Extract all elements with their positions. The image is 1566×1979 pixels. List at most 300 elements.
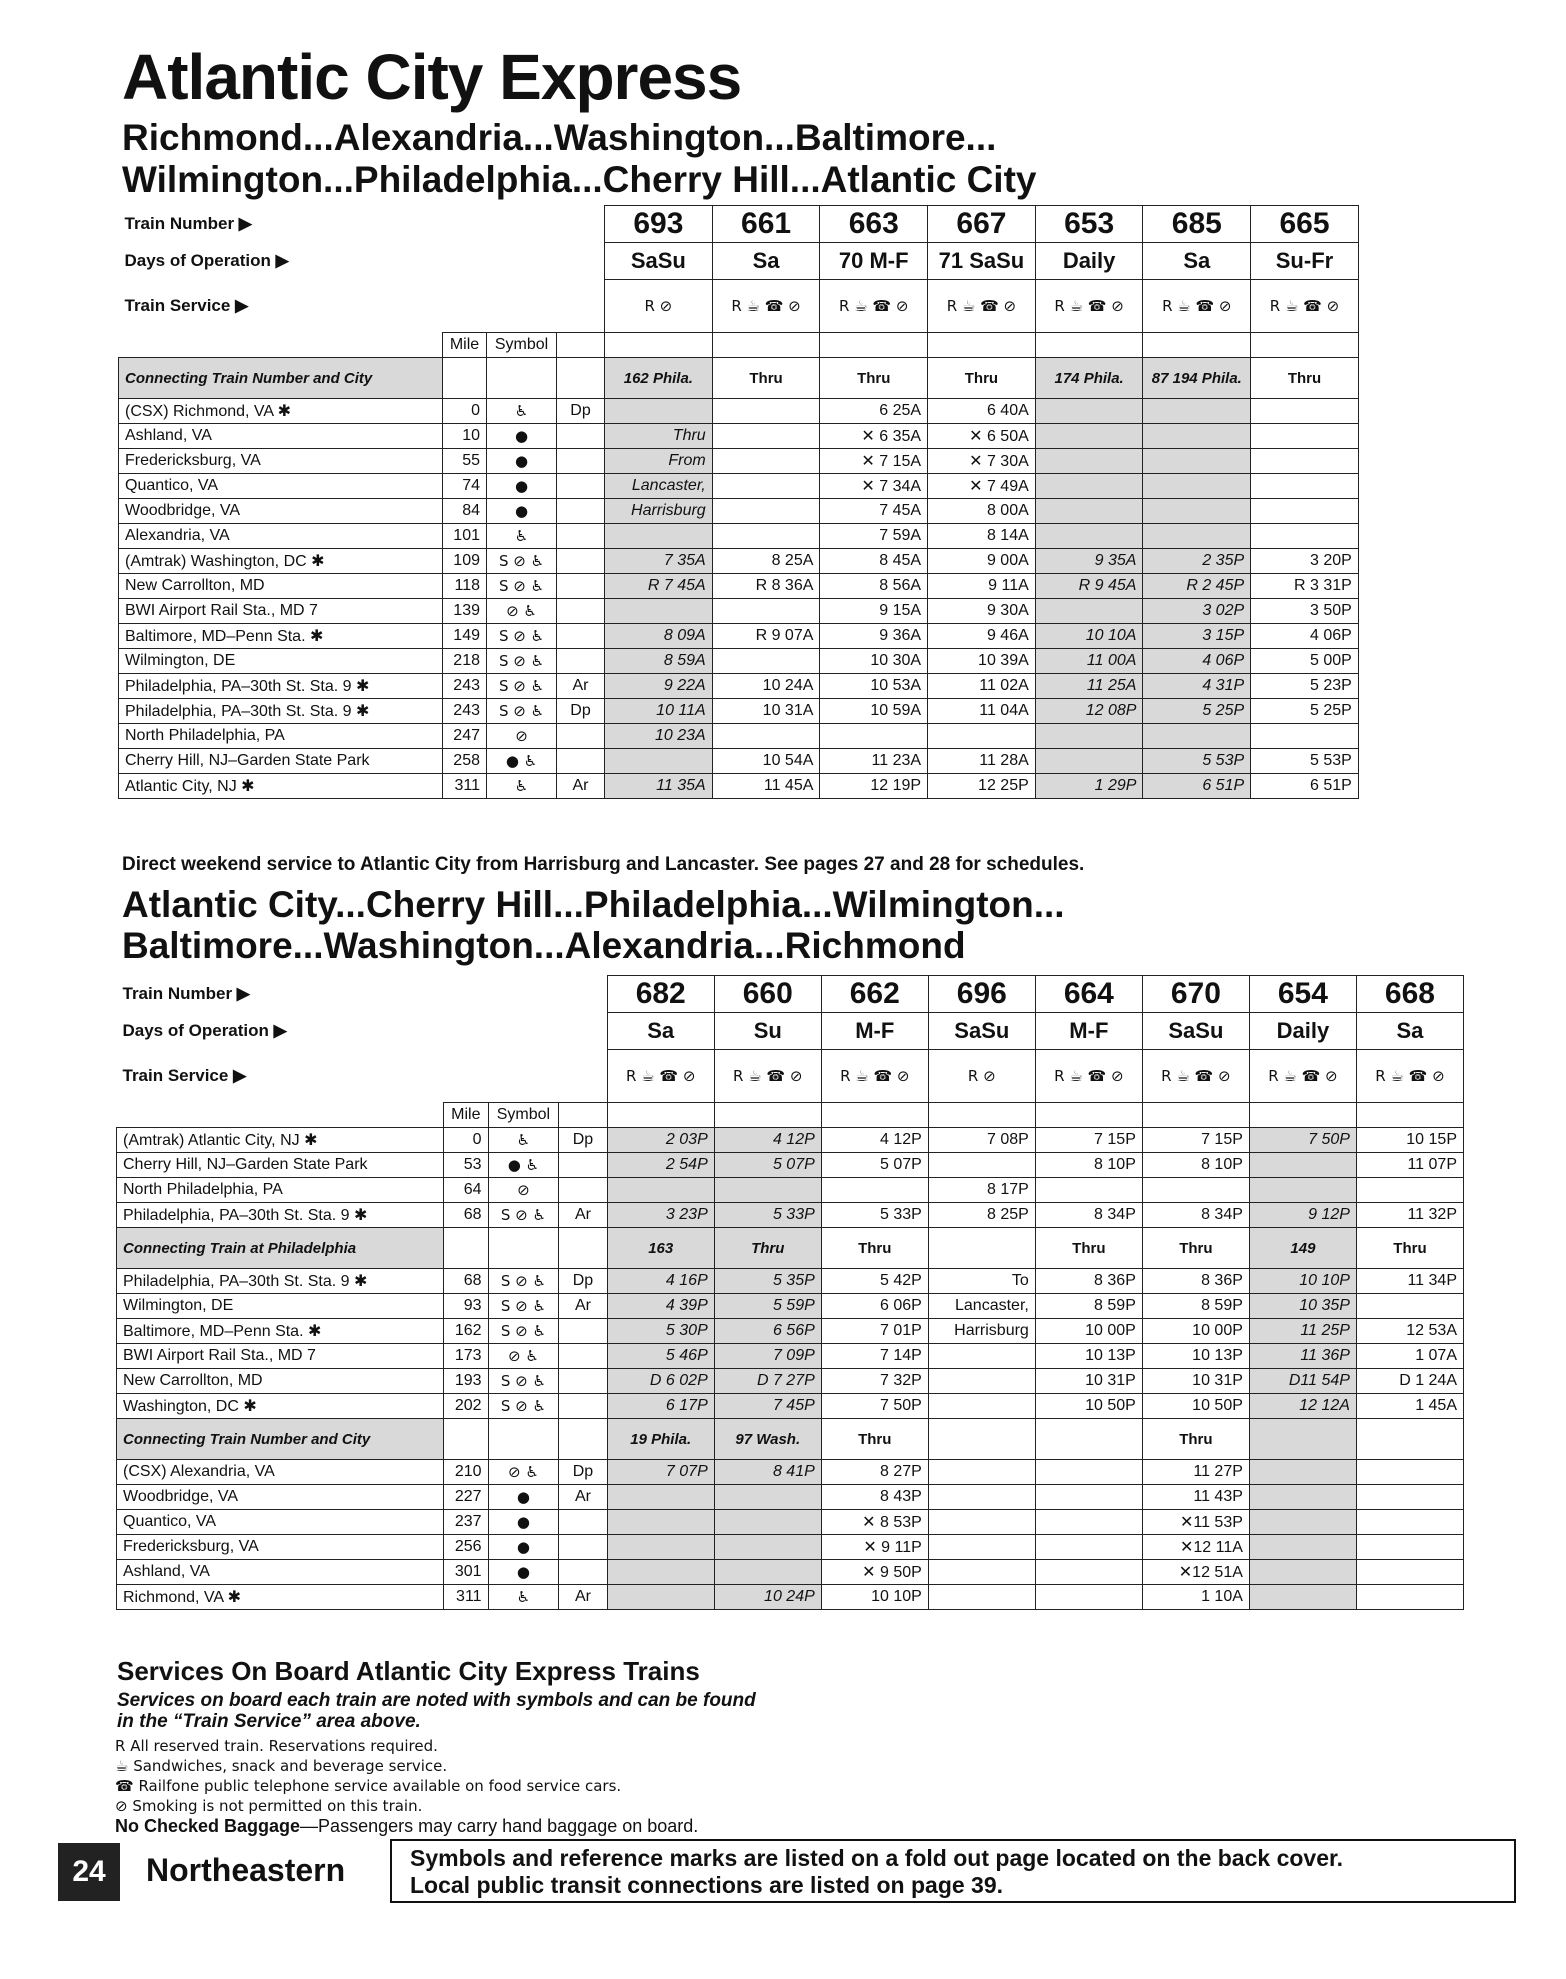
station-row [119, 674, 1359, 699]
station-name: Wilmington, DE [119, 649, 443, 674]
station-row [117, 1319, 1464, 1344]
time-cell [820, 724, 928, 749]
time-cell: 5 25P [1251, 699, 1359, 724]
time-cell: 5 07P [714, 1153, 821, 1178]
days-of-operation: Su-Fr [1251, 243, 1359, 280]
time-cell: 10 50P [1035, 1394, 1142, 1419]
time-cell [1143, 474, 1251, 499]
station-name: North Philadelphia, PA [119, 724, 443, 749]
mile-symbol-row [119, 333, 1359, 358]
time-cell: 12 25P [928, 774, 1036, 799]
time-cell [607, 1535, 714, 1560]
spacer [821, 1103, 928, 1128]
station-symbols: S ⊘ ♿ [488, 1369, 559, 1394]
time-cell: 10 53A [820, 674, 928, 699]
station-row [117, 1510, 1464, 1535]
time-cell: 11 25P [1249, 1319, 1356, 1344]
time-cell: 6 25A [820, 399, 928, 424]
station-symbols: ● [488, 1510, 559, 1535]
time-cell: ✕11 53P [1142, 1510, 1249, 1535]
time-cell: 11 43P [1142, 1485, 1249, 1510]
station-symbols: ● ♿ [488, 1153, 559, 1178]
arrive-depart: Dp [559, 1128, 607, 1153]
station-row [117, 1560, 1464, 1585]
time-cell [1249, 1535, 1356, 1560]
station-name: Quantico, VA [117, 1510, 444, 1535]
time-cell [1356, 1460, 1463, 1485]
time-cell [928, 1394, 1035, 1419]
time-cell [1035, 1510, 1142, 1535]
service-label: Train Service ▶ [122, 1065, 247, 1085]
time-cell: 10 10P [1249, 1269, 1356, 1294]
time-cell [1251, 724, 1359, 749]
mile: 0 [444, 1128, 488, 1153]
station-symbols: S ⊘ ♿ [488, 1319, 559, 1344]
time-cell: D 1 24A [1356, 1369, 1463, 1394]
train-service-icons: R ⊘ [605, 280, 713, 333]
time-cell: 11 02A [928, 674, 1036, 699]
station-symbols: S ⊘ ♿ [488, 1203, 559, 1228]
time-cell: 8 59P [1142, 1294, 1249, 1319]
connecting-train [928, 1419, 1035, 1460]
time-cell: 1 29P [1035, 774, 1143, 799]
time-cell: 11 35A [605, 774, 713, 799]
arrive-depart [559, 1510, 607, 1535]
time-cell [607, 1560, 714, 1585]
time-cell [928, 1510, 1035, 1535]
time-cell: 5 42P [821, 1269, 928, 1294]
station-name: Baltimore, MD–Penn Sta. ✱ [117, 1319, 444, 1344]
connecting-label: Connecting Train Number and City [119, 358, 443, 399]
train-service-icons: R ☕ ☎ ⊘ [1249, 1050, 1356, 1103]
arrive-depart: Dp [559, 1269, 607, 1294]
station-symbols: ● [487, 449, 557, 474]
time-cell: 7 32P [821, 1369, 928, 1394]
connecting-train: 174 Phila. [1035, 358, 1143, 399]
time-cell [1356, 1585, 1463, 1610]
time-cell: 12 12A [1249, 1394, 1356, 1419]
mile: 202 [444, 1394, 488, 1419]
time-cell: 12 08P [1035, 699, 1143, 724]
station-symbols: ● [488, 1560, 559, 1585]
time-cell: D11 54P [1249, 1369, 1356, 1394]
train-number-row [119, 206, 1359, 243]
time-cell [928, 724, 1036, 749]
arrive-depart [557, 574, 605, 599]
station-name: Atlantic City, NJ ✱ [119, 774, 443, 799]
train-number: 667 [928, 206, 1036, 243]
time-cell: 8 14A [928, 524, 1036, 549]
station-name: North Philadelphia, PA [117, 1178, 444, 1203]
station-name: Woodbridge, VA [119, 499, 443, 524]
station-name: (CSX) Alexandria, VA [117, 1460, 444, 1485]
train-number-label: Train Number ▶ [122, 984, 250, 1003]
station-row [119, 549, 1359, 574]
spacer [488, 1419, 559, 1460]
connecting-row [117, 1419, 1464, 1460]
station-name: Ashland, VA [119, 424, 443, 449]
route-south-line2: Wilmington...Philadelphia...Cherry Hill...Atlantic City [122, 159, 1037, 200]
arrive-depart [557, 474, 605, 499]
time-cell [1249, 1178, 1356, 1203]
station-row [119, 574, 1359, 599]
time-cell: 8 59P [1035, 1294, 1142, 1319]
time-cell: 10 35P [1249, 1294, 1356, 1319]
train-service-icons: R ☕ ☎ ⊘ [1035, 280, 1143, 333]
station-row [119, 499, 1359, 524]
time-cell [1251, 399, 1359, 424]
time-cell [1249, 1510, 1356, 1535]
station-symbols: S ⊘ ♿ [488, 1394, 559, 1419]
spacer [1035, 1103, 1142, 1128]
connecting-train: 97 Wash. [714, 1419, 821, 1460]
train-number: 654 [1249, 976, 1356, 1013]
time-cell [712, 499, 820, 524]
time-cell: 8 59A [605, 649, 713, 674]
symbol-header: Symbol [488, 1103, 559, 1128]
time-cell: 4 12P [821, 1128, 928, 1153]
service-label: Train Service ▶ [124, 295, 249, 315]
time-cell: 1 10A [1142, 1585, 1249, 1610]
time-cell: R 8 36A [712, 574, 820, 599]
station-symbols: ● [487, 424, 557, 449]
connecting-train [1356, 1419, 1463, 1460]
spacer [1251, 333, 1359, 358]
arrive-depart [557, 524, 605, 549]
connecting-train: Thru [714, 1228, 821, 1269]
station-row [119, 449, 1359, 474]
spacer [444, 1419, 488, 1460]
connecting-train [1035, 1419, 1142, 1460]
station-name: Philadelphia, PA–30th St. Sta. 9 ✱ [119, 699, 443, 724]
time-cell [712, 724, 820, 749]
arrive-depart [559, 1178, 607, 1203]
station-symbols: S ⊘ ♿ [488, 1294, 559, 1319]
time-cell: R 2 45P [1143, 574, 1251, 599]
time-cell: 2 03P [607, 1128, 714, 1153]
arrive-depart [557, 449, 605, 474]
arrive-depart [557, 649, 605, 674]
time-cell: ✕ 7 15A [820, 449, 928, 474]
time-cell: 8 27P [821, 1460, 928, 1485]
station-name: Philadelphia, PA–30th St. Sta. 9 ✱ [119, 674, 443, 699]
time-cell [1035, 1560, 1142, 1585]
time-cell: 8 34P [1142, 1203, 1249, 1228]
train-service-icons: R ☕ ☎ ⊘ [1142, 1050, 1249, 1103]
mile: 210 [444, 1460, 488, 1485]
reference-note-line2: Local public transit connections are listed on page 39. [410, 1872, 1004, 1898]
time-cell: Thru [605, 424, 713, 449]
time-cell [1035, 1535, 1142, 1560]
time-cell: ✕ 7 30A [928, 449, 1036, 474]
legend-reserved: R All reserved train. Reservations required. [115, 1737, 438, 1755]
mile: 227 [444, 1485, 488, 1510]
time-cell: 5 33P [714, 1203, 821, 1228]
station-name: BWI Airport Rail Sta., MD 7 [119, 599, 443, 624]
station-row [117, 1460, 1464, 1485]
time-cell: 11 27P [1142, 1460, 1249, 1485]
mile: 237 [444, 1510, 488, 1535]
time-cell: 1 07A [1356, 1344, 1463, 1369]
mile: 68 [444, 1203, 488, 1228]
station-row [117, 1369, 1464, 1394]
time-cell [1035, 524, 1143, 549]
station-name: Fredericksburg, VA [119, 449, 443, 474]
legend-no-smoking: ⊘ Smoking is not permitted on this train. [115, 1797, 423, 1815]
days-of-operation: Sa [712, 243, 820, 280]
time-cell: 11 34P [1356, 1269, 1463, 1294]
mile: 173 [444, 1344, 488, 1369]
time-cell: 7 15P [1035, 1128, 1142, 1153]
station-row [117, 1344, 1464, 1369]
time-cell: To [928, 1269, 1035, 1294]
time-cell [1035, 1585, 1142, 1610]
station-row [117, 1294, 1464, 1319]
station-row [119, 649, 1359, 674]
time-cell: 11 07P [1356, 1153, 1463, 1178]
connecting-row [119, 358, 1359, 399]
mile: 55 [443, 449, 487, 474]
time-cell: 10 00P [1142, 1319, 1249, 1344]
station-symbols: ● [488, 1485, 559, 1510]
time-cell: ✕ 6 35A [820, 424, 928, 449]
time-cell: 9 00A [928, 549, 1036, 574]
time-cell [928, 1460, 1035, 1485]
train-service-icons: R ☕ ☎ ⊘ [1143, 280, 1251, 333]
arrive-depart [559, 1344, 607, 1369]
train-number: 664 [1035, 976, 1142, 1013]
days-row [117, 1013, 1464, 1050]
arrive-depart [559, 1153, 607, 1178]
time-cell [712, 449, 820, 474]
time-cell: 5 07P [821, 1153, 928, 1178]
train-number: 661 [712, 206, 820, 243]
time-cell [1249, 1585, 1356, 1610]
time-cell: 11 32P [1356, 1203, 1463, 1228]
station-name: Quantico, VA [119, 474, 443, 499]
connecting-train: Thru [820, 358, 928, 399]
mile: 109 [443, 549, 487, 574]
arrive-depart: Ar [557, 674, 605, 699]
mile-symbol-row [117, 1103, 1464, 1128]
connecting-train: Thru [1035, 1228, 1142, 1269]
station-name: Washington, DC ✱ [117, 1394, 444, 1419]
time-cell: 9 15A [820, 599, 928, 624]
connecting-train: 163 [607, 1228, 714, 1269]
time-cell: R 9 45A [1035, 574, 1143, 599]
time-cell [1249, 1560, 1356, 1585]
mile: 118 [443, 574, 487, 599]
time-cell: 10 31P [1142, 1369, 1249, 1394]
time-cell: 9 30A [928, 599, 1036, 624]
northbound-timetable [116, 975, 1464, 1610]
time-cell: 6 17P [607, 1394, 714, 1419]
time-cell: ✕ 6 50A [928, 424, 1036, 449]
time-cell [1356, 1560, 1463, 1585]
train-number: 663 [820, 206, 928, 243]
time-cell: ✕ 8 53P [821, 1510, 928, 1535]
station-symbols: S ⊘ ♿ [487, 699, 557, 724]
connecting-train: Thru [1356, 1228, 1463, 1269]
time-cell: 10 30A [820, 649, 928, 674]
time-cell: 7 45A [820, 499, 928, 524]
time-cell: 5 23P [1251, 674, 1359, 699]
mile: 84 [443, 499, 487, 524]
connecting-train: Thru [821, 1228, 928, 1269]
connecting-label: Connecting Train at Philadelphia [117, 1228, 444, 1269]
time-cell: 5 53P [1251, 749, 1359, 774]
station-name: (Amtrak) Atlantic City, NJ ✱ [117, 1128, 444, 1153]
time-cell: 2 35P [1143, 549, 1251, 574]
time-cell: 7 45P [714, 1394, 821, 1419]
time-cell: 5 00P [1251, 649, 1359, 674]
services-subtitle-line1: Services on board each train are noted with symbols and can be found [117, 1690, 756, 1711]
time-cell [712, 524, 820, 549]
time-cell: R 7 45A [605, 574, 713, 599]
time-cell: ✕ 7 34A [820, 474, 928, 499]
time-cell [1356, 1535, 1463, 1560]
spacer [557, 333, 605, 358]
time-cell: ✕12 11A [1142, 1535, 1249, 1560]
time-cell: 5 33P [821, 1203, 928, 1228]
spacer [443, 358, 487, 399]
connecting-row [117, 1228, 1464, 1269]
time-cell [1251, 524, 1359, 549]
time-cell: 8 45A [820, 549, 928, 574]
spacer [117, 1103, 444, 1128]
connecting-train: Thru [821, 1419, 928, 1460]
connecting-train: Thru [1251, 358, 1359, 399]
time-cell: Lancaster, [928, 1294, 1035, 1319]
station-symbols: ♿ [487, 399, 557, 424]
days-of-operation: Sa [1356, 1013, 1463, 1050]
time-cell: 8 10P [1035, 1153, 1142, 1178]
connecting-train: 19 Phila. [607, 1419, 714, 1460]
station-row [119, 474, 1359, 499]
days-of-operation: SaSu [928, 1013, 1035, 1050]
time-cell [607, 1485, 714, 1510]
time-cell: ✕ 7 49A [928, 474, 1036, 499]
time-cell [605, 599, 713, 624]
weekend-service-note: Direct weekend service to Atlantic City from Harrisburg and Lancaster. See pages 27 and 28 for schedules. [122, 854, 1085, 875]
station-row [117, 1485, 1464, 1510]
time-cell [1035, 499, 1143, 524]
mile: 256 [444, 1535, 488, 1560]
time-cell: 4 12P [714, 1128, 821, 1153]
time-cell: 7 35A [605, 549, 713, 574]
station-row [119, 749, 1359, 774]
time-cell: 10 11A [605, 699, 713, 724]
time-cell: 10 00P [1035, 1319, 1142, 1344]
station-name: Baltimore, MD–Penn Sta. ✱ [119, 624, 443, 649]
time-cell [1035, 1460, 1142, 1485]
time-cell [1035, 1485, 1142, 1510]
station-name: New Carrollton, MD [119, 574, 443, 599]
time-cell: 7 15P [1142, 1128, 1249, 1153]
time-cell: 7 59A [820, 524, 928, 549]
spacer [714, 1103, 821, 1128]
spacer [487, 358, 557, 399]
train-service-icons: R ☕ ☎ ⊘ [820, 280, 928, 333]
spacer [928, 333, 1036, 358]
station-row [119, 724, 1359, 749]
time-cell [607, 1585, 714, 1610]
time-cell [607, 1510, 714, 1535]
time-cell: 8 41P [714, 1460, 821, 1485]
time-cell [1251, 474, 1359, 499]
time-cell [714, 1178, 821, 1203]
time-cell: 9 35A [1035, 549, 1143, 574]
station-row [119, 524, 1359, 549]
station-symbols: S ⊘ ♿ [487, 649, 557, 674]
time-cell [1035, 724, 1143, 749]
time-cell [605, 749, 713, 774]
time-cell: 2 54P [607, 1153, 714, 1178]
mile: 0 [443, 399, 487, 424]
time-cell [928, 1585, 1035, 1610]
station-name: Cherry Hill, NJ–Garden State Park [119, 749, 443, 774]
route-south-line1: Richmond...Alexandria...Washington...Baltimore... [122, 117, 997, 158]
connecting-train [928, 1228, 1035, 1269]
connecting-train: Thru [1142, 1228, 1249, 1269]
time-cell: 10 39A [928, 649, 1036, 674]
time-cell: Harrisburg [605, 499, 713, 524]
days-of-operation: 70 M-F [820, 243, 928, 280]
spacer [607, 1103, 714, 1128]
time-cell [1142, 1178, 1249, 1203]
time-cell: 9 36A [820, 624, 928, 649]
time-cell [712, 399, 820, 424]
arrive-depart: Ar [559, 1585, 607, 1610]
reference-note-box [390, 1839, 1516, 1903]
time-cell: 5 35P [714, 1269, 821, 1294]
legend-snack: ☕ Sandwiches, snack and beverage service. [115, 1757, 448, 1775]
station-row [117, 1269, 1464, 1294]
time-cell: 8 36P [1035, 1269, 1142, 1294]
page-title: Atlantic City Express [122, 41, 742, 113]
arrive-depart [557, 749, 605, 774]
spacer [559, 1103, 607, 1128]
days-of-operation: Sa [607, 1013, 714, 1050]
station-name: Alexandria, VA [119, 524, 443, 549]
mile: 311 [444, 1585, 488, 1610]
time-cell [714, 1535, 821, 1560]
days-of-operation: 71 SaSu [928, 243, 1036, 280]
connecting-train: 162 Phila. [605, 358, 713, 399]
station-symbols: ● [487, 499, 557, 524]
time-cell: 9 11A [928, 574, 1036, 599]
time-cell: 4 31P [1143, 674, 1251, 699]
days-of-operation: M-F [821, 1013, 928, 1050]
mile: 68 [444, 1269, 488, 1294]
time-cell: 5 46P [607, 1344, 714, 1369]
time-cell [928, 1153, 1035, 1178]
legend-railfone: ☎ Railfone public telephone service available on food service cars. [115, 1777, 622, 1795]
days-of-operation: M-F [1035, 1013, 1142, 1050]
train-number: 665 [1251, 206, 1359, 243]
symbol-header: Symbol [487, 333, 557, 358]
time-cell: 11 45A [712, 774, 820, 799]
station-row [117, 1394, 1464, 1419]
spacer [559, 1419, 607, 1460]
time-cell: 10 50P [1142, 1394, 1249, 1419]
spacer [559, 1228, 607, 1269]
time-cell: 11 00A [1035, 649, 1143, 674]
time-cell: 8 17P [928, 1178, 1035, 1203]
spacer [557, 358, 605, 399]
time-cell [714, 1510, 821, 1535]
station-row [119, 699, 1359, 724]
